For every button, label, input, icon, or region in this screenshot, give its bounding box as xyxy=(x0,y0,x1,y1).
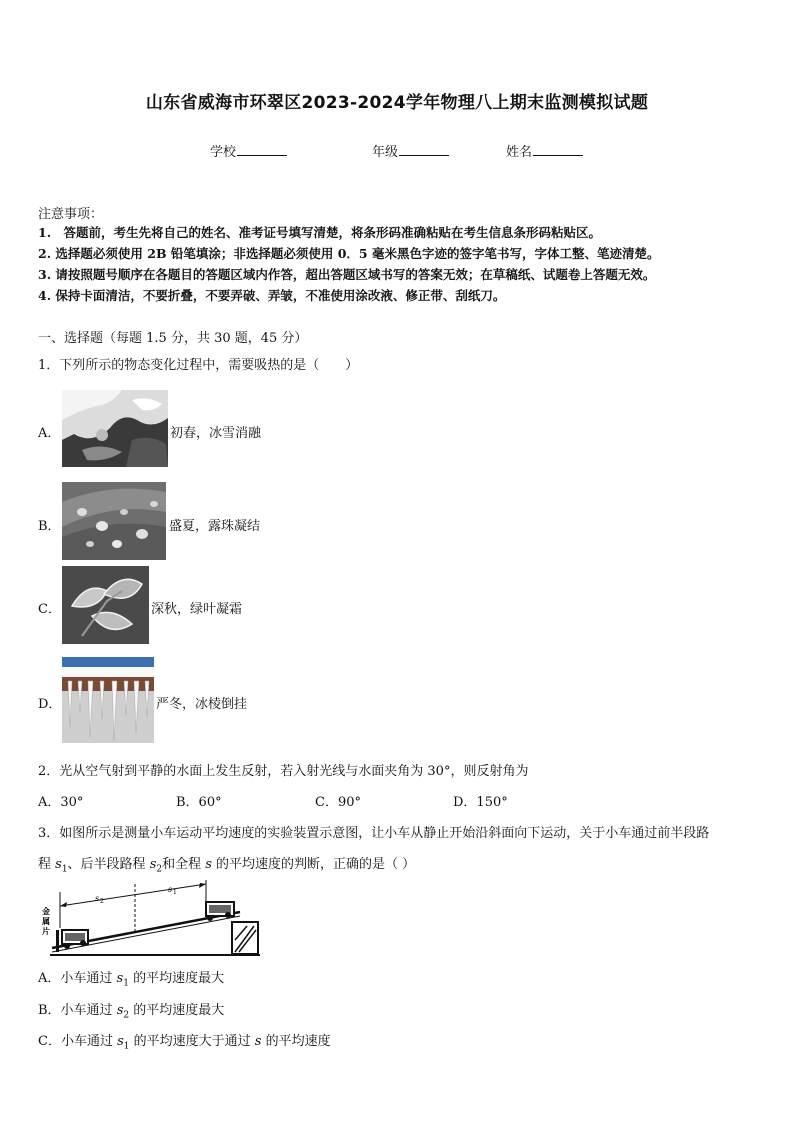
question-2-stem: 2．光从空气射到平静的水面上发生反射，若入射光线与水面夹角为 30°，则反射角为 xyxy=(38,764,529,779)
q1-option-b-text: 盛夏，露珠凝结 xyxy=(169,519,261,534)
q1-option-d-text: 严冬，冰棱倒挂 xyxy=(156,697,248,712)
school-field[interactable] xyxy=(210,141,287,160)
q1-option-a-label[interactable]: A． xyxy=(38,426,61,441)
s2-label: s xyxy=(95,894,100,903)
notes-title: 注意事项： xyxy=(38,207,104,222)
svg-text:1: 1 xyxy=(173,889,177,896)
svg-text:属: 属 xyxy=(42,917,50,926)
name-blank[interactable] xyxy=(533,143,583,156)
svg-text:片: 片 xyxy=(42,927,50,936)
section-heading: 一、选择题（每题 1.5 分，共 30 题，45 分） xyxy=(38,331,308,346)
q1-option-d-label[interactable]: D． xyxy=(38,697,62,712)
dew-drops-photo xyxy=(62,482,166,560)
q2-option-d[interactable]: D．150° xyxy=(453,795,508,810)
svg-text:2: 2 xyxy=(100,898,104,905)
grade-label: 年级 xyxy=(372,145,399,160)
question-3-stem-line1: 3．如图所示是测量小车运动平均速度的实验装置示意图，让小车从静止开始沿斜面向下运动，关于小车通过前半段路 xyxy=(38,826,710,841)
melting-snow-photo xyxy=(62,390,168,467)
q1-option-c-text: 深秋，绿叶凝霜 xyxy=(151,602,243,617)
grade-blank[interactable] xyxy=(399,143,449,156)
icicles-photo xyxy=(62,657,154,743)
name-field[interactable] xyxy=(506,141,583,160)
q2-option-a[interactable]: A．30° xyxy=(38,795,84,810)
s1-label: s xyxy=(168,885,173,894)
note-item: 3. 请按照题号顺序在各题目的答题区域内作答，超出答题区域书写的答案无效；在草稿纸、试题卷上答题无效。 xyxy=(38,267,656,282)
grade-field[interactable] xyxy=(372,141,449,160)
incline-diagram xyxy=(40,878,262,958)
q2-option-c[interactable]: C．90° xyxy=(315,795,361,810)
note-item: 1. 答题前，考生先将自己的姓名、准考证号填写清楚，将条形码准确粘贴在考生信息条形码粘贴区。 xyxy=(38,225,602,240)
q2-option-b[interactable]: B．60° xyxy=(176,795,222,810)
question-3-stem-line2: 程 $s_1$、后半段路程 $s_2$和全程 s 的平均速度的判断，正确的是（ ） xyxy=(38,857,416,875)
frosted-leaves-photo xyxy=(62,566,149,644)
q1-option-b-label[interactable]: B． xyxy=(38,519,61,534)
question-1-stem: 1．下列所示的物态变化过程中，需要吸热的是（ ） xyxy=(38,358,359,373)
q1-option-a-text: 初春，冰雪消融 xyxy=(170,426,262,441)
metal-plate-label: 金 xyxy=(42,907,50,916)
note-item: 2. 选择题必须使用 2B 铅笔填涂；非选择题必须使用 0．5 毫米黑色字迹的签字笔书写，字体工整、笔迹清楚。 xyxy=(38,246,660,261)
q1-option-c-label[interactable]: C． xyxy=(38,602,61,617)
name-label: 姓名 xyxy=(506,145,533,160)
q3-option-a[interactable]: A．小车通过 $s_1$ 的平均速度最大 xyxy=(38,971,225,989)
school-label: 学校 xyxy=(210,145,237,160)
school-blank[interactable] xyxy=(237,143,287,156)
q3-option-b[interactable]: B．小车通过 $s_2$ 的平均速度最大 xyxy=(38,1003,225,1021)
q3-option-c[interactable]: C．小车通过 $s_1$ 的平均速度大于通过 s 的平均速度 xyxy=(38,1034,331,1052)
exam-title: 山东省威海市环翠区2023-2024学年物理八上期末监测模拟试题 xyxy=(145,93,649,113)
note-item: 4. 保持卡面清洁，不要折叠，不要弄破、弄皱，不准使用涂改液、修正带、刮纸刀。 xyxy=(38,288,506,303)
